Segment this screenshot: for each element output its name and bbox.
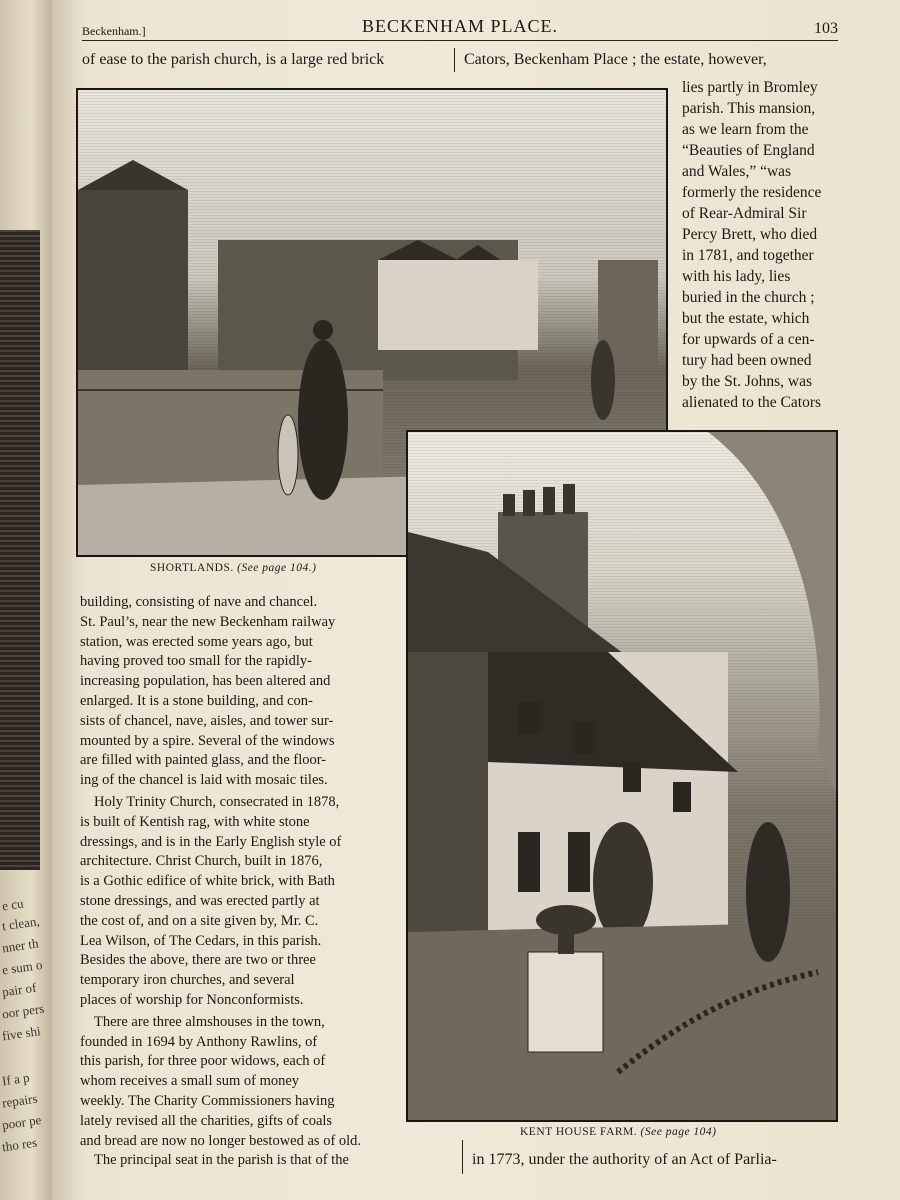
text-line: and bread are now no longer bestowed as of old. [80, 1132, 362, 1149]
text-line: “Beauties of England [682, 142, 815, 159]
text-line: for upwards of a cen- [682, 331, 815, 348]
column-rule [462, 1140, 463, 1174]
facing-page-fragment: t clean, [1, 913, 41, 934]
top-line-left: of ease to the parish church, is a large red brick [82, 51, 385, 68]
text-line: of Rear-Admiral Sir [682, 205, 807, 222]
text-line: sists of chancel, nave, aisles, and tower sur- [80, 712, 334, 729]
text-line: parish. This mansion, [682, 100, 816, 117]
facing-page-fragment: pair of [1, 979, 38, 1000]
text-line: lately revised all the charities, gifts of coals [80, 1112, 333, 1129]
text-line: as we learn from the [682, 121, 809, 138]
caption-page-ref: (See page 104) [640, 1126, 717, 1138]
caption-page-ref: (See page 104.) [237, 562, 317, 574]
running-head [82, 10, 838, 41]
facing-page-fragment: five shi [1, 1023, 42, 1044]
top-line-right: Cators, Beckenham Place ; the estate, however, [464, 51, 767, 68]
text-line: Holy Trinity Church, consecrated in 1878, [94, 794, 340, 810]
text-line: Percy Brett, who died [682, 226, 818, 243]
text-line: Lea Wilson, of The Cedars, in this parish. [80, 932, 322, 949]
text-line: enlarged. It is a stone building, and con- [80, 693, 313, 709]
facing-page-fragment: poor pe [1, 1112, 43, 1133]
bottom-right-line: in 1773, under the authority of an Act of Parlia- [472, 1151, 777, 1168]
text-line: building, consisting of nave and chancel. [80, 594, 318, 610]
facing-page [0, 0, 52, 1200]
text-line: station, was erected some years ago, but [80, 633, 313, 650]
text-line: are filled with painted glass, and the floor- [80, 752, 327, 769]
text-line: There are three almshouses in the town, [94, 1013, 325, 1030]
caption-title: KENT HOUSE FARM. [520, 1126, 638, 1138]
facing-page-fragment: repairs [1, 1090, 39, 1111]
text-line: architecture. Christ Church, built in 1876, [80, 853, 323, 870]
shortlands-caption [150, 562, 316, 574]
text-line: dressings, and is in the Early English style of [80, 833, 342, 850]
facing-page-fragment: e sum o [1, 956, 44, 978]
facing-page-fragment: e cu [1, 895, 25, 914]
text-line: in 1781, and together [682, 247, 814, 264]
facing-page-fragment: nner th [1, 935, 40, 956]
facing-page-fragment: oor pers [1, 1000, 46, 1022]
kent-house-farm-caption [520, 1126, 717, 1138]
text-line: alienated to the Cators [682, 394, 822, 411]
book-page [52, 0, 900, 1200]
page-title: BECKENHAM PLACE. [361, 16, 558, 36]
kent-house-farm-scene [408, 432, 836, 1120]
text-line: stone dressings, and was erected partly at [80, 893, 320, 909]
running-head-section: Beckenham.] [82, 24, 146, 38]
text-line: and Wales,” “was [682, 163, 792, 180]
column-rule [454, 48, 455, 72]
facing-page-fragment: tho res [1, 1134, 38, 1155]
text-line: but the estate, which [682, 310, 810, 327]
facing-page-fragment: If a p [1, 1069, 31, 1089]
text-line: by the St. Johns, was [682, 373, 813, 390]
text-line: ing of the chancel is laid with mosaic tiles. [80, 772, 328, 789]
text-line: is a Gothic edifice of white brick, with Bath [80, 873, 335, 890]
text-line: having proved too small for the rapidly- [80, 653, 312, 670]
text-line: buried in the church ; [682, 289, 815, 306]
text-line: is built of Kentish rag, with white stone [80, 813, 310, 830]
text-line: increasing population, has been altered and [80, 673, 331, 690]
text-line: The principal seat in the parish is that of the [94, 1152, 349, 1169]
kent-house-farm-engraving [406, 430, 838, 1122]
facing-page-illustration [0, 230, 40, 870]
text-line: Besides the above, there are two or three [80, 952, 316, 969]
text-line: whom receives a small sum of money [80, 1073, 300, 1090]
text-line: tury had been owned [682, 352, 812, 369]
text-line: mounted by a spire. Several of the windows [80, 732, 335, 749]
text-line: weekly. The Charity Commissioners having [80, 1093, 335, 1109]
text-line: the cost of, and on a site given by, Mr. C. [80, 912, 319, 929]
text-line: founded in 1694 by Anthony Rawlins, of [80, 1033, 318, 1050]
text-line: temporary iron churches, and several [80, 972, 295, 989]
text-line: lies partly in Bromley [682, 79, 818, 96]
text-line: this parish, for three poor widows, each of [80, 1053, 326, 1070]
caption-title: SHORTLANDS. [150, 562, 234, 574]
text-line: places of worship for Nonconformists. [80, 992, 304, 1008]
text-line: St. Paul’s, near the new Beckenham railway [80, 613, 336, 630]
page-number: 103 [814, 20, 838, 37]
text-line: with his lady, lies [682, 268, 791, 285]
text-line: formerly the residence [682, 184, 822, 201]
